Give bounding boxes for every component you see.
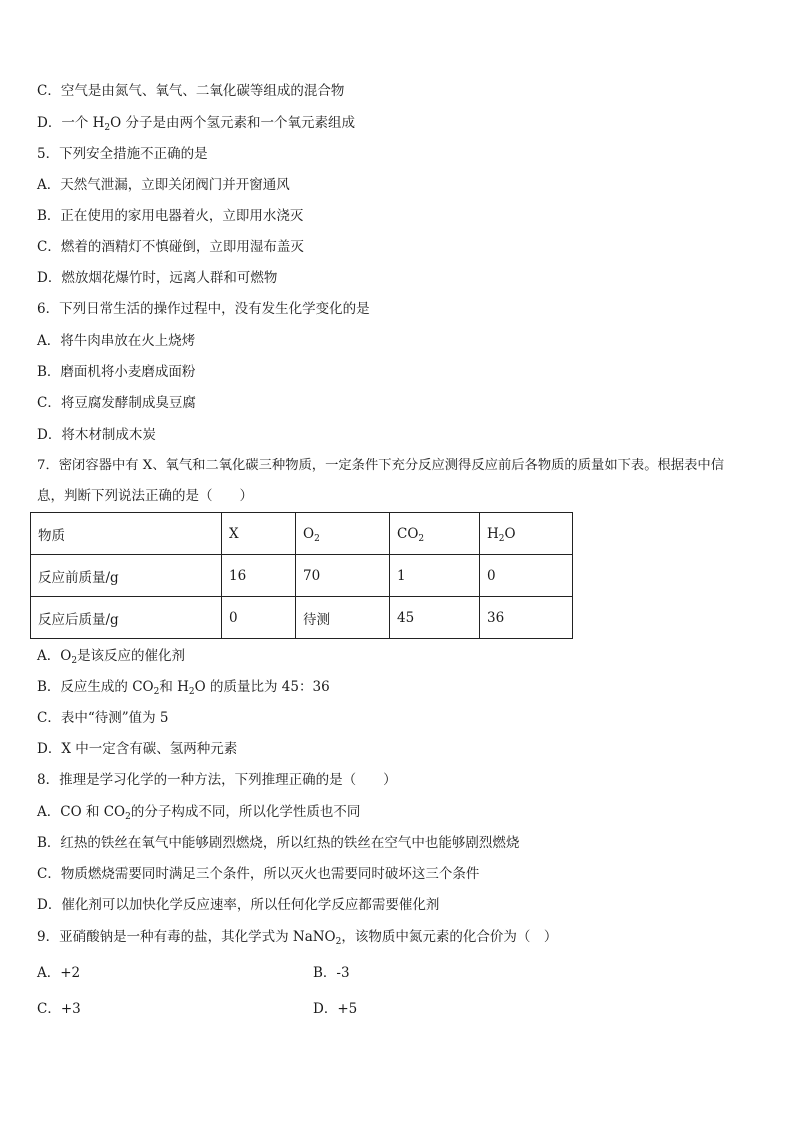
q9-option-d: D．+5: [313, 1001, 358, 1017]
table-row: [31, 555, 573, 597]
q5-option-a: A．天然气泄漏，立即关闭阀门并开窗通风: [37, 177, 290, 193]
q9-option-c: C．+3: [37, 1001, 81, 1017]
q6-option-a: A．将牛肉串放在火上烧烤: [37, 333, 196, 349]
q4-option-c: C．空气是由氮气、氧气、二氧化碳等组成的混合物: [37, 83, 345, 99]
table-cell: 45: [390, 597, 480, 639]
table-cell: 16: [222, 555, 296, 597]
q8-option-a: A．CO 和 $CO_2$的分子构成不同，所以化学性质也不同: [37, 804, 361, 822]
q9-option-b: B．-3: [313, 965, 350, 981]
q5-option-b: B．正在使用的家用电器着火，立即用水浇灭: [37, 208, 304, 224]
q6-stem: 6．下列日常生活的操作过程中，没有发生化学变化的是: [37, 301, 370, 317]
table-cell: 待测: [296, 597, 390, 639]
mass-table: [30, 512, 573, 639]
q7-option-b: B．反应生成的 $CO_2$和 $H_2O$ 的质量比为 45：36: [37, 679, 330, 697]
q7-option-a: A．$O_2$是该反应的催化剂: [37, 648, 186, 666]
table-cell: 反应前质量/g: [31, 555, 222, 597]
table-cell: 0: [222, 597, 296, 639]
q8-option-b: B．红热的铁丝在氧气中能够剧烈燃烧，所以红热的铁丝在空气中也能够剧烈燃烧: [37, 835, 520, 851]
table-header-cell: X: [222, 513, 296, 555]
q7-option-c: C．表中“待测”值为 5: [37, 710, 169, 726]
q6-option-b: B．磨面机将小麦磨成面粉: [37, 364, 196, 380]
table-cell: 70: [296, 555, 390, 597]
q8-option-d: D．催化剂可以加快化学反应速率，所以任何化学反应都需要催化剂: [37, 897, 440, 913]
q8-stem: 8．推理是学习化学的一种方法，下列推理正确的是（ ）: [37, 772, 397, 788]
q4-option-d: D．一个 $H_2O$ 分子是由两个氢元素和一个氧元素组成: [37, 115, 355, 133]
table-cell: 36: [480, 597, 573, 639]
table-cell: 1: [390, 555, 480, 597]
table-header-cell: $CO_2$: [390, 513, 480, 555]
table-row: [31, 597, 573, 639]
q9-stem: 9．亚硝酸钠是一种有毒的盐，其化学式为 NaNO$_2$，该物质中氮元素的化合价为（ ）: [37, 929, 558, 947]
table-cell: 0: [480, 555, 573, 597]
table-header-cell: 物质: [31, 513, 222, 555]
table-cell: 反应后质量/g: [31, 597, 222, 639]
q9-option-a: A．+2: [37, 965, 81, 981]
table-header-cell: $H_2O$: [480, 513, 573, 555]
table-row: [31, 513, 573, 555]
q8-option-c: C．物质燃烧需要同时满足三个条件，所以灭火也需要同时破坏这三个条件: [37, 866, 480, 882]
q5-option-d: D．燃放烟花爆竹时，远离人群和可燃物: [37, 270, 278, 286]
table-header-cell: $O_2$: [296, 513, 390, 555]
q6-option-c: C．将豆腐发酵制成臭豆腐: [37, 395, 196, 411]
q5-stem: 5．下列安全措施不正确的是: [37, 146, 208, 162]
q7-stem-line1: 7．密闭容器中有 X、氧气和二氧化碳三种物质，一定条件下充分反应测得反应前后各物质的质量如下表。根据表中信: [37, 458, 724, 473]
q6-option-d: D．将木材制成木炭: [37, 427, 156, 443]
q5-option-c: C．燃着的酒精灯不慎碰倒，立即用湿布盖灭: [37, 239, 304, 255]
q7-option-d: D．X 中一定含有碳、氢两种元素: [37, 741, 238, 757]
q7-stem-line2: 息，判断下列说法正确的是（ ）: [37, 488, 253, 504]
